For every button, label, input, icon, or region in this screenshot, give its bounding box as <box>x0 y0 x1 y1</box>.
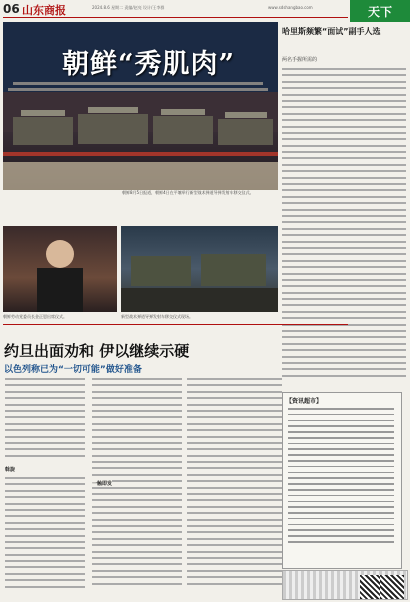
bottom-subheadline: 以色列称已为“一切可能”做好准备 <box>4 365 142 375</box>
main-photo-caption: 朝鲜8月5日报道，朝鲜4日在平壤举行新型战术弹道导弹发射车移交仪式。 <box>122 190 254 195</box>
date-line: 2024.8.6 星期二 责编/赵亮 设计/王李群 <box>92 5 165 10</box>
bottom-col-2 <box>92 378 182 598</box>
bottom-subhead-2: 一触即发 <box>92 481 113 487</box>
info-box-lines <box>288 408 394 547</box>
main-headline: 朝鲜“秀肌肉” <box>62 49 236 80</box>
side-story-body <box>282 68 406 393</box>
launcher-photo <box>121 226 278 312</box>
info-box-title: 【资讯超市】 <box>286 398 323 405</box>
page-number: 06 <box>3 2 20 16</box>
bottom-subhead-1: 斡旋 <box>5 467 16 473</box>
bottom-headline: 约旦出面劝和 伊以继续示硬 <box>4 342 190 360</box>
header-rule <box>3 17 348 18</box>
section-divider <box>3 324 348 325</box>
bottom-col-1b <box>5 477 85 597</box>
website: www.sdshangbao.com <box>268 5 313 10</box>
bottom-col-3 <box>187 378 282 598</box>
side-story-subheadline: 两名手握所需的 <box>282 57 318 63</box>
launcher-photo-caption: 新型战术弹道导弹发射车移交仪式现场。 <box>121 314 193 319</box>
bottom-col-1 <box>5 378 85 463</box>
paper-name: 山东商报 <box>22 4 66 17</box>
leader-photo <box>3 226 117 312</box>
qr-code-icon <box>380 575 404 599</box>
side-story-headline: 哈里斯频繁“面试”副手人选 <box>282 27 381 36</box>
leader-photo-caption: 朝鲜劳动党委员长金正恩出席仪式。 <box>3 314 67 319</box>
section-tab: 天下 <box>350 0 410 22</box>
